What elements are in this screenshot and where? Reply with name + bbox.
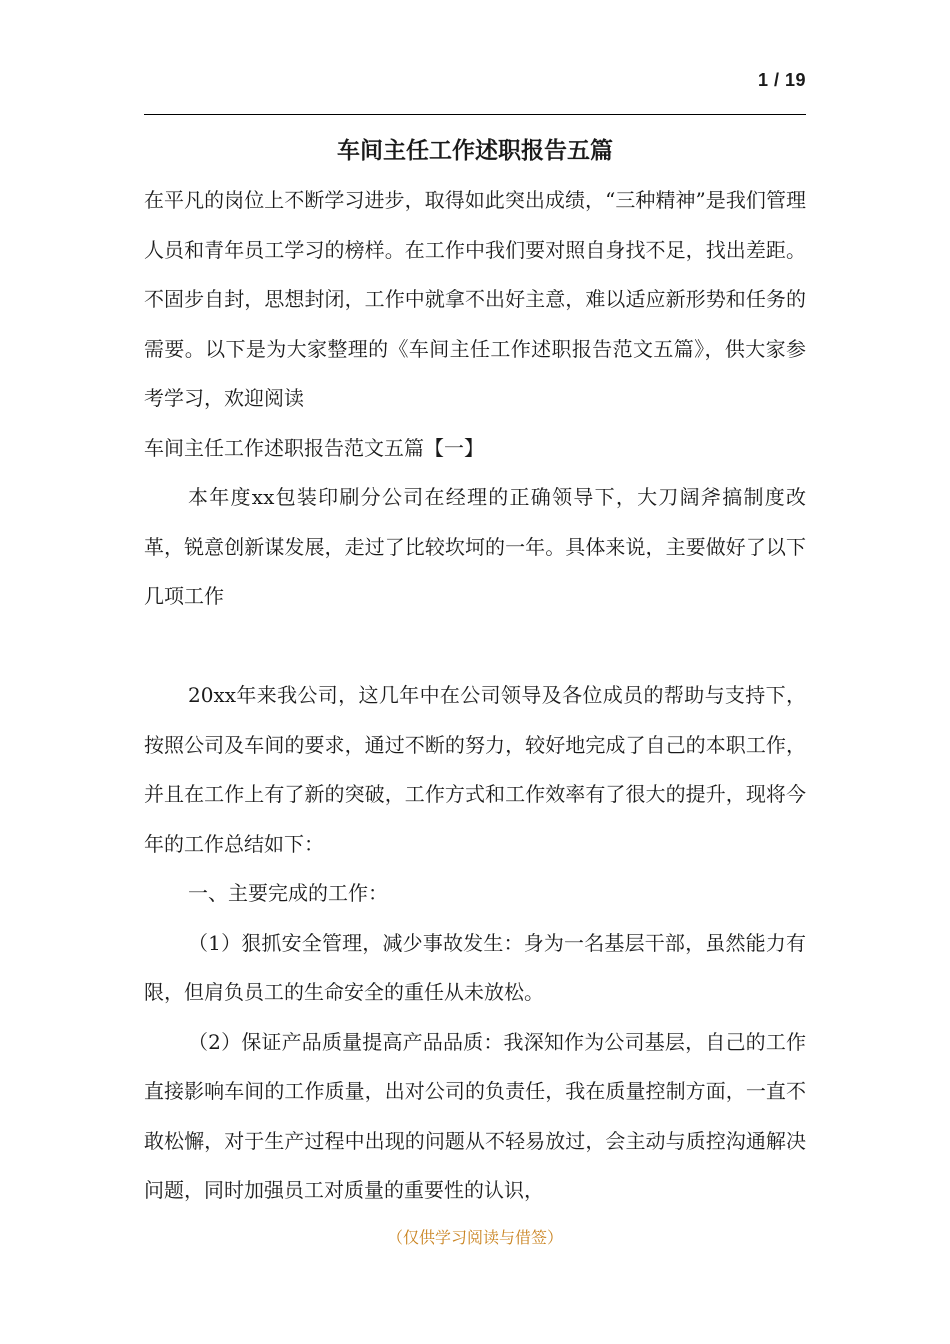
body-paragraph: （2）保证产品质量提高产品品质：我深知作为公司基层，自己的工作直接影响车间的工作质量，出对公司的负责任，我在质量控制方面，一直不敢松懈，对于生产过程中出现的问题从不轻易放过，会主动与质控沟通解决问题，同时加强员工对质量的重要性的认识， [144, 1029, 806, 1202]
body-paragraph: 一、主要完成的工作： [188, 881, 388, 905]
section-heading: 车间主任工作述职报告范文五篇【一】 [144, 435, 484, 460]
header-divider [144, 114, 806, 115]
body-paragraph: 本年度xx包装印刷分公司在经理的正确领导下，大刀阔斧搞制度改革，锐意创新谋发展，走过了比较坎坷的一年。具体来说，主要做好了以下几项工作 [144, 485, 806, 608]
document-body [144, 176, 806, 1216]
body-paragraph: （1）狠抓安全管理，减少事故发生：身为一名基层干部，虽然能力有限，但肩负员工的生命安全的重任从未放松。 [144, 930, 806, 1004]
page-number: 1 / 19 [757, 70, 806, 90]
blank-line [144, 622, 806, 672]
body-paragraph: 20xx年来我公司，这几年中在公司领导及各位成员的帮助与支持下，按照公司及车间的要求，通过不断的努力，较好地完成了自己的本职工作，并且在工作上有了新的突破，工作方式和工作效率有了很大的提升，现将今年的工作总结如下： [144, 683, 806, 856]
footer-note: （仅供学习阅读与借签） [386, 1228, 563, 1247]
intro-paragraph: 在平凡的岗位上不断学习进步，取得如此突出成绩，“三种精神”是我们管理人员和青年员工学习的榜样。在工作中我们要对照自身找不足，找出差距。不固步自封，思想封闭，工作中就拿不出好主意，难以适应新形势和任务的需要。以下是为大家整理的《车间主任工作述职报告范文五篇》，供大家参考学习，欢迎阅读 [144, 188, 806, 410]
document-title: 车间主任工作述职报告五篇 [337, 137, 613, 164]
